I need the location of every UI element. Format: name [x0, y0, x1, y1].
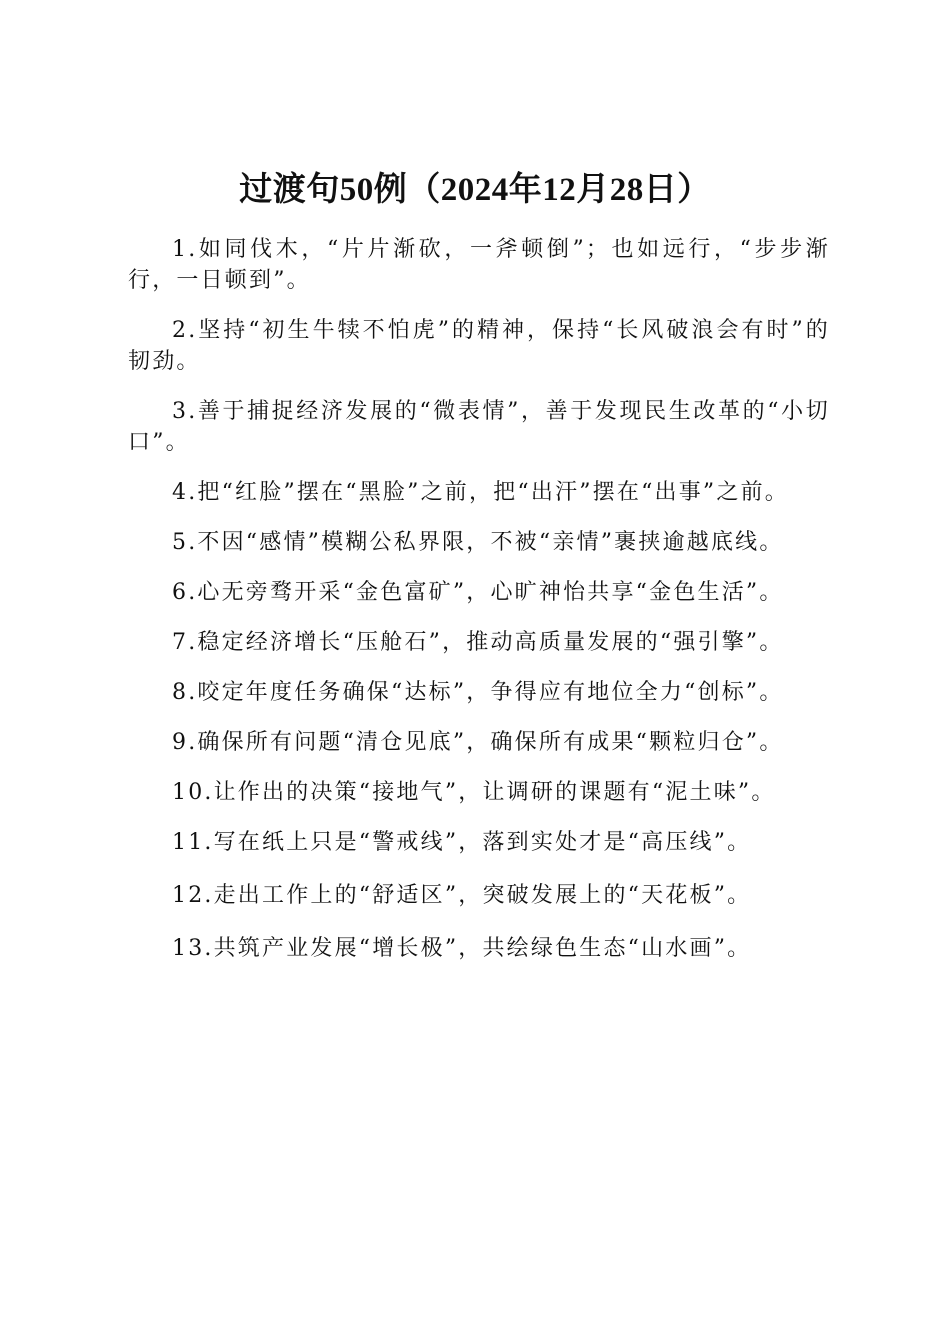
paragraph-item-13: 13.共筑产业发展“增长极”，共绘绿色生态“山水画”。: [172, 936, 752, 961]
document-title: 过渡句50例（2024年12月28日）: [239, 172, 711, 208]
paragraph-item-9: 9.确保所有问题“清仓见底”，确保所有成果“颗粒归仓”。: [172, 730, 784, 755]
paragraph-item-7: 7.稳定经济增长“压舱石”，推动高质量发展的“强引擎”。: [172, 630, 784, 655]
document-body: [128, 234, 830, 986]
paragraph-item-4: 4.把“红脸”摆在“黑脸”之前，把“出汗”摆在“出事”之前。: [172, 480, 789, 505]
paragraph-item-2: 2.坚持“初生牛犊不怕虎”的精神，保持“长风破浪会有时”的韧劲。: [128, 318, 830, 374]
paragraph-item-1: 1.如同伐木，“片片渐砍，一斧顿倒”；也如远行，“步步渐行，一日顿到”。: [128, 237, 830, 293]
paragraph-item-12: 12.走出工作上的“舒适区”，突破发展上的“天花板”。: [172, 883, 752, 908]
paragraph-item-5: 5.不因“感情”模糊公私界限，不被“亲情”裹挟逾越底线。: [172, 530, 784, 555]
paragraph-item-8: 8.咬定年度任务确保“达标”，争得应有地位全力“创标”。: [172, 680, 784, 705]
paragraph-item-10: 10.让作出的决策“接地气”，让调研的课题有“泥土味”。: [172, 780, 776, 805]
paragraph-item-11: 11.写在纸上只是“警戒线”，落到实处才是“高压线”。: [172, 830, 752, 855]
paragraph-item-6: 6.心无旁骛开采“金色富矿”，心旷神怡共享“金色生活”。: [172, 580, 784, 605]
paragraph-item-3: 3.善于捕捉经济发展的“微表情”，善于发现民生改革的“小切口”。: [128, 399, 830, 455]
